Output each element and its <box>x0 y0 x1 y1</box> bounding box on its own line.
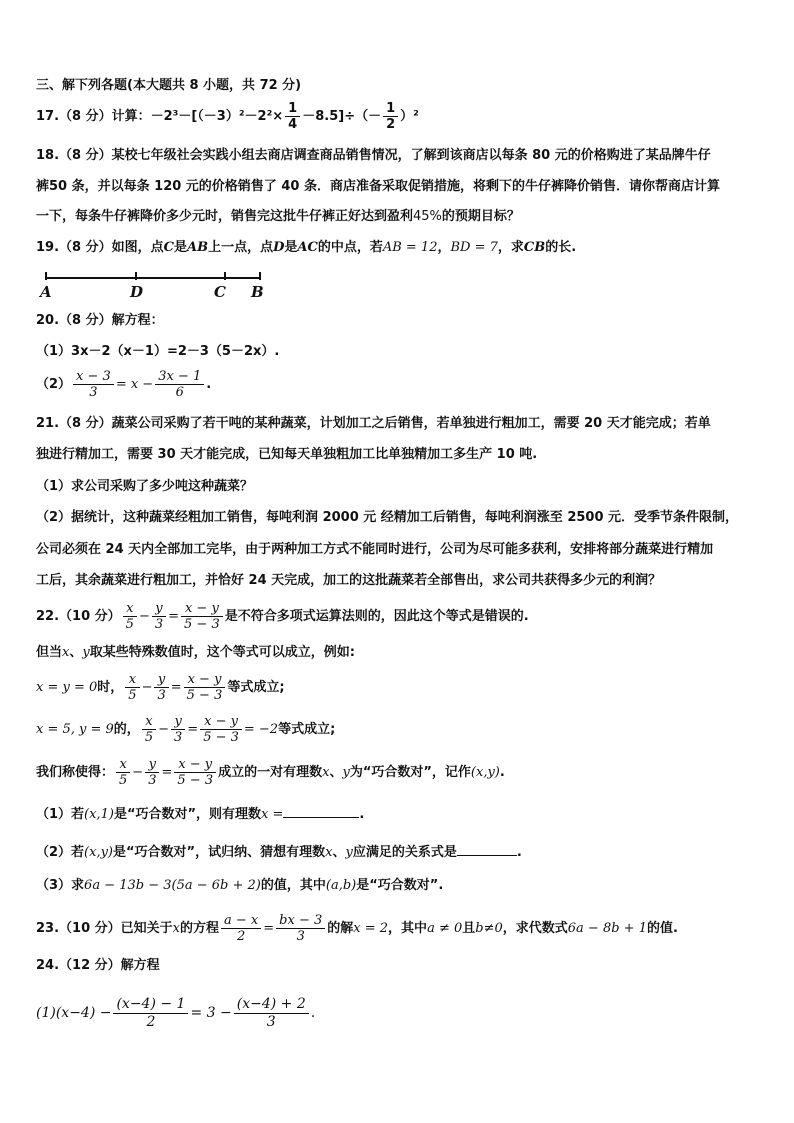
q19-point-d: D <box>273 240 285 255</box>
num: x − y <box>174 757 216 773</box>
q21-part-1: （1）求公司采购了多少吨这种蔬菜？ <box>36 479 254 494</box>
q21-line-1: 21.（8 分）蔬菜公司采购了若干吨的某种蔬菜，计划加工之后销售，若单独进行粗加工，需要 20 天才能完成；若单 <box>36 416 711 431</box>
q18-line-2: 裤50 条，并以每条 120 元的价格销售了 40 条．商店准备采取促销措施，将剩下的牛仔裤降价销售．请你帮商店计算 <box>36 179 720 194</box>
solution: x = 2 <box>353 921 389 936</box>
answer-blank-1[interactable] <box>283 817 359 818</box>
den: 3 <box>148 773 157 788</box>
section-heading: 三、解下列各题(本大题共 8 小题，共 72 分) <box>36 78 302 93</box>
var-y: y <box>342 765 350 780</box>
t: 时， <box>97 680 124 695</box>
q20-part-1: （1）3x－2（x－1）=2－3（5－2x）. <box>36 344 280 359</box>
frac <box>276 913 325 944</box>
den: 5 − 3 <box>203 730 239 745</box>
frac <box>184 672 226 703</box>
q21-line-5: 公司必须在 24 天内全部加工完毕，由于两种加工方式不能同时进行，公司为尽可能多获利，安排将部分蔬菜进行精加 <box>36 542 714 557</box>
t: 23.（10 分）已知关于 <box>36 921 173 936</box>
num: x − y <box>200 714 242 730</box>
q22-part-3 <box>36 876 443 896</box>
q23-equation <box>219 913 327 944</box>
q19-b: 是 <box>173 240 187 255</box>
t: . <box>499 765 505 780</box>
q22-line-4 <box>36 711 335 749</box>
q22-line-1 <box>36 598 529 636</box>
q19-f: ， <box>437 240 451 255</box>
t: （1）若 <box>36 807 85 822</box>
q18-percent: 45% <box>413 209 442 224</box>
q18-line-3 <box>36 207 520 227</box>
num: (x−4) − 1 <box>113 996 188 1014</box>
q22-text-1: 是不符合多项式运算法则的，因此这个等式是错误的. <box>224 609 529 624</box>
q19-point-c: C <box>163 240 174 255</box>
t: 、 <box>329 765 343 780</box>
var-y: y <box>82 645 90 660</box>
q17-expr-b: －8.5]÷（－ <box>302 109 382 124</box>
eq: = <box>263 921 275 936</box>
t: （3）求 <box>36 878 85 893</box>
q18-line-3a: 一下，每条牛仔裤降价多少元时，销售完这批牛仔裤正好达到盈利 <box>36 209 414 224</box>
frac <box>221 913 261 944</box>
den: 5 <box>128 688 137 703</box>
frac <box>125 672 139 703</box>
q19-g: ，求 <box>497 240 524 255</box>
expr: (1)(x−4) − <box>36 1005 112 1021</box>
num: y <box>145 757 159 773</box>
q17-f1-num: 1 <box>285 101 300 117</box>
t: 等式成立; <box>278 722 336 737</box>
var-x: x <box>322 765 330 780</box>
frac <box>171 714 185 745</box>
t: 的方程 <box>180 921 220 936</box>
pair: (x,y) <box>470 765 500 780</box>
den: 3 <box>266 1013 276 1030</box>
minus: − <box>138 609 150 624</box>
q21-line-6: 工后，其余蔬菜进行粗加工，并恰好 24 天完成，加工的这批蔬菜若全部售出，求公司共获得多少元的利润？ <box>36 573 662 588</box>
t: 的值，其中 <box>260 878 326 893</box>
cond: a ≠ 0 <box>427 921 463 936</box>
q20-p2-label: （2） <box>36 377 72 392</box>
question-23 <box>36 910 678 948</box>
t: 等式成立; <box>227 680 285 695</box>
pair: (x,y) <box>84 845 113 860</box>
t: ，其中 <box>388 921 428 936</box>
q17-number: 17.（8 分）计算： <box>36 109 151 124</box>
q22-line-5 <box>36 754 505 792</box>
q22-eq-2 <box>123 672 227 703</box>
q17-f1-den: 4 <box>288 117 298 132</box>
q20-fraction-1 <box>73 369 114 400</box>
num: y <box>171 714 185 730</box>
q19-ab-value: AB = 12 <box>382 240 438 255</box>
pair: (x,1) <box>84 807 114 822</box>
q18-line-3c: 的预期目标？ <box>441 209 520 224</box>
num: x <box>116 757 130 773</box>
q20-f2-num: 3x − 1 <box>155 369 204 385</box>
den: 5 − 3 <box>186 688 223 703</box>
var-y: y <box>345 845 353 860</box>
t: 我们称使得： <box>36 765 115 780</box>
cond: x = y = 0 <box>36 680 98 695</box>
t: 的解 <box>327 921 354 936</box>
result: = −2 <box>243 722 279 737</box>
q21-line-4: （2）据统计，这种蔬菜经粗加工销售，每吨利润 2000 元 经精加工后销售，每吨利润涨至 2500 元．受季节条件限制， <box>36 510 739 525</box>
frac-x5 <box>123 601 137 632</box>
den: 5 <box>144 730 154 745</box>
end: . <box>310 1005 316 1021</box>
frac <box>234 996 309 1031</box>
num: x <box>142 714 156 730</box>
q17-f2-den: 2 <box>386 117 396 132</box>
q20-p2-end: . <box>206 377 212 392</box>
q19-c: 上一点，点 <box>208 240 274 255</box>
q22-line-2 <box>36 643 355 663</box>
q19-h: 的长. <box>545 240 577 255</box>
q19-seg-ab: AB <box>186 240 209 255</box>
t: 是“巧合数对”，则有理数 <box>113 807 262 822</box>
q20-f1-num: x − 3 <box>73 369 114 385</box>
frac <box>154 672 168 703</box>
q20-fraction-2 <box>155 369 204 400</box>
q18-line-1: 18.（8 分）某校七年级社会实践小组去商店调查商品销售情况，了解到该商店以每条 80 元的价格购进了某品牌牛仔 <box>36 148 711 163</box>
num: (x−4) + 2 <box>234 996 309 1014</box>
t: （2）若 <box>36 845 85 860</box>
den: 5 <box>125 617 134 632</box>
num: y <box>152 601 166 617</box>
q17-expr-a: －2³－[（－3）²－2²× <box>150 109 284 124</box>
frac <box>145 757 159 788</box>
den: 5 <box>119 773 128 788</box>
num: y <box>154 672 168 688</box>
den: 5 − 3 <box>177 773 214 788</box>
den: 2 <box>146 1013 156 1030</box>
t: 是“巧合数对”. <box>356 878 444 893</box>
num: x − y <box>184 672 226 688</box>
q17-fraction-1 <box>285 101 300 132</box>
t: . <box>516 845 522 860</box>
t: 但当 <box>36 645 63 660</box>
cond: x = 5, y = 9 <box>36 722 114 737</box>
frac-xy <box>181 601 223 632</box>
var-x: x <box>172 921 180 936</box>
q17-f2-num: 1 <box>383 101 398 117</box>
q21-line-2: 独进行精加工，需要 30 天才能完成，已知每天单独粗加工比单独精加工多生产 10 吨. <box>36 447 538 462</box>
eq: = <box>168 609 180 624</box>
eq: = <box>161 765 173 780</box>
q19-d: 是 <box>284 240 298 255</box>
q24-title: 24.（12 分）解方程 <box>36 958 160 973</box>
frac <box>174 757 216 788</box>
den: 3 <box>296 929 305 944</box>
expr: 6a − 8b + 1 <box>567 921 647 936</box>
q20-p2-mid: = x − <box>115 377 154 392</box>
minus: − <box>158 722 169 737</box>
t: 取某些特殊数值时，这个等式可以成立，例如: <box>89 645 355 660</box>
num: x − y <box>181 601 223 617</box>
den: 5 − 3 <box>184 617 220 632</box>
t: 成立的一对有理数 <box>218 765 323 780</box>
frac <box>113 996 188 1031</box>
q22-line-3 <box>36 669 285 707</box>
num: bx − 3 <box>276 913 325 929</box>
q17-expr-c: ）² <box>400 109 419 124</box>
var-x: x <box>62 645 70 660</box>
eq: = <box>187 722 199 737</box>
question-17 <box>36 100 419 134</box>
label-c: C <box>214 283 226 301</box>
var-x: x <box>325 845 333 860</box>
label-d: D <box>130 283 144 301</box>
eq: = <box>170 680 182 695</box>
pair: (a,b) <box>325 878 357 893</box>
q24-equation <box>36 992 315 1034</box>
q19-e: 的中点，若 <box>317 240 383 255</box>
q20-title: 20.（8 分）解方程： <box>36 313 164 328</box>
num: x <box>125 672 139 688</box>
expr: 6a − 13b − 3(5a − 6b + 2) <box>84 878 261 893</box>
t: 为“巧合数对”，记作 <box>349 765 471 780</box>
q22-eq-1 <box>121 601 225 632</box>
q22-eq-3 <box>140 714 279 745</box>
segment-figure <box>40 266 270 286</box>
question-19 <box>36 238 576 258</box>
t: 的值. <box>646 921 678 936</box>
num: a − x <box>221 913 261 929</box>
t: 是“巧合数对”，试归纳、猜想有理数 <box>113 845 326 860</box>
t: 且 <box>462 921 476 936</box>
q20-part-2 <box>36 367 211 403</box>
minus: − <box>132 765 144 780</box>
t: 应满足的关系式是 <box>352 845 457 860</box>
frac <box>200 714 242 745</box>
q22-number: 22.（10 分） <box>36 609 121 624</box>
q19-seg-ac: AC <box>297 240 318 255</box>
den: 3 <box>174 730 183 745</box>
t: ，求代数式 <box>502 921 568 936</box>
num: x <box>123 601 137 617</box>
q19-bd-value: BD = 7 <box>450 240 498 255</box>
cond: b≠0 <box>475 921 503 936</box>
q19-a: 19.（8 分）如图，点 <box>36 240 164 255</box>
t: 、 <box>332 845 346 860</box>
label-a: A <box>40 283 52 301</box>
q20-f1-den: 3 <box>89 385 98 400</box>
frac-y3 <box>152 601 166 632</box>
t: 的， <box>113 722 140 737</box>
t: 、 <box>69 645 83 660</box>
q17-fraction-2 <box>383 101 398 132</box>
q20-f2-den: 6 <box>175 385 184 400</box>
den: 3 <box>154 617 164 632</box>
den: 2 <box>237 929 246 944</box>
q22-eq-4 <box>114 757 218 788</box>
expr: = 3 − <box>190 1005 232 1021</box>
den: 3 <box>157 688 166 703</box>
frac <box>116 757 130 788</box>
frac <box>142 714 156 745</box>
label-b: B <box>251 283 264 301</box>
minus: − <box>141 680 153 695</box>
q22-part-1 <box>36 805 364 825</box>
t: . <box>359 807 365 822</box>
answer-blank-2[interactable] <box>457 855 517 856</box>
q19-seg-cb: CB <box>523 240 546 255</box>
q22-part-2 <box>36 843 522 863</box>
var: x = <box>261 807 284 822</box>
